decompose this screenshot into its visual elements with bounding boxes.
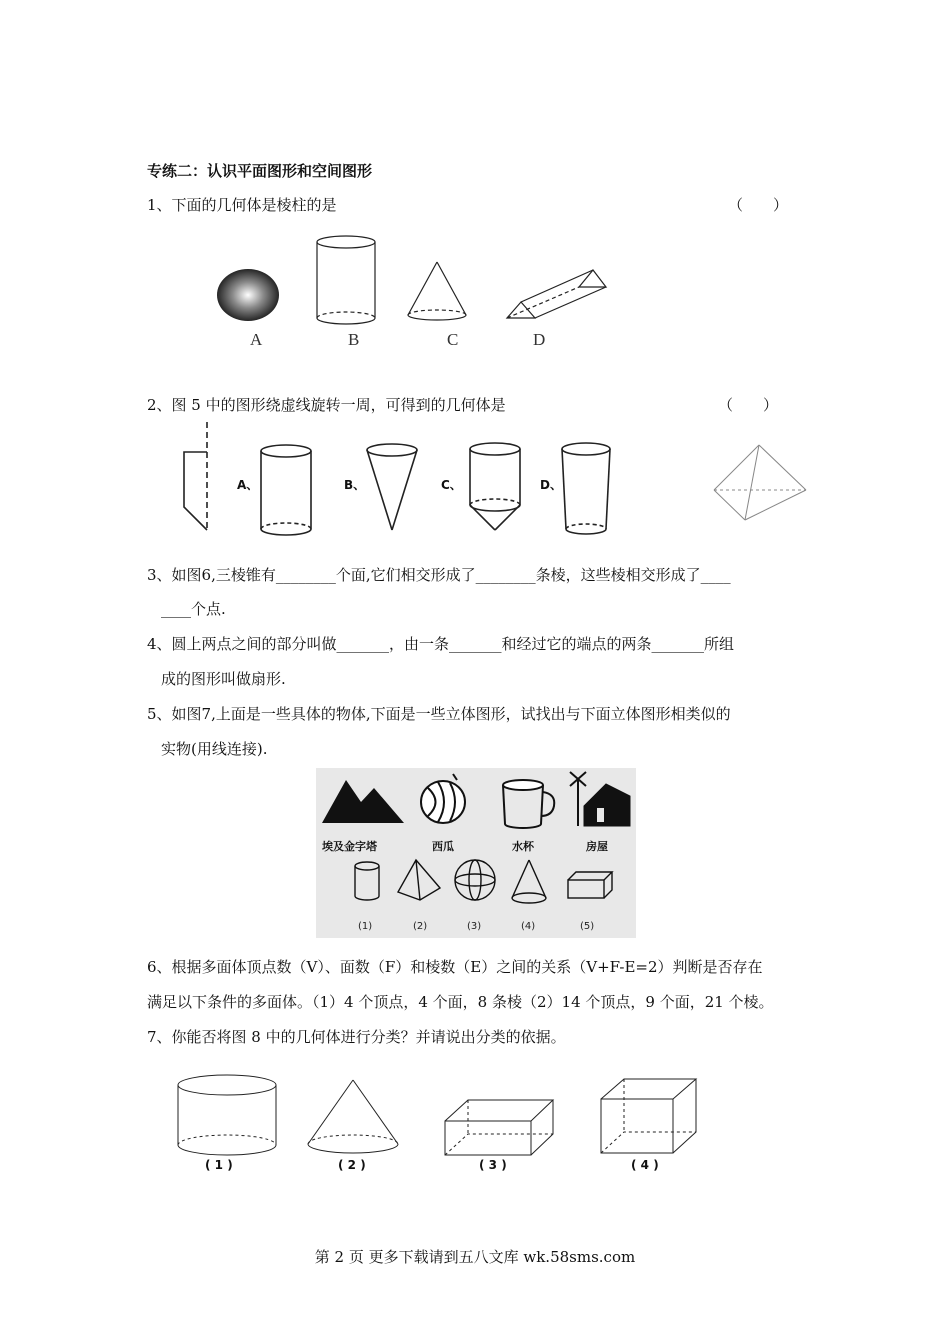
option-a-label: A bbox=[250, 330, 263, 349]
figure-8-label-4: ( 4 ) bbox=[631, 1158, 659, 1172]
question-3-line-2: ____个点. bbox=[161, 600, 226, 618]
figure-8-cuboid bbox=[445, 1100, 553, 1155]
question-5-line-2: 实物(用线连接). bbox=[161, 740, 268, 758]
shape-number-2: (2) bbox=[413, 921, 428, 932]
option-b-label: B、 bbox=[344, 478, 366, 492]
shape-number-1: (1) bbox=[358, 921, 373, 932]
figure-8-label-2: ( 2 ) bbox=[338, 1158, 366, 1172]
shape-number-5: (5) bbox=[580, 921, 595, 932]
question-7: 7、你能否将图 8 中的几何体进行分类？并请说出分类的依据。 bbox=[147, 1028, 566, 1046]
option-b-label: B bbox=[348, 330, 360, 349]
answer-parentheses-2: （ ） bbox=[718, 396, 779, 414]
figure-8-label-3: ( 3 ) bbox=[479, 1158, 507, 1172]
figure-8-label-1: ( 1 ) bbox=[205, 1158, 233, 1172]
question-6-line-1: 6、根据多面体顶点数（V）、面数（F）和棱数（E）之间的关系（V+F-E=2）判断是否存在 bbox=[147, 958, 763, 976]
option-c-label: C、 bbox=[441, 478, 462, 492]
figure-8-cube bbox=[601, 1079, 696, 1153]
question-5-line-1: 5、如图7,上面是一些具体的物体,下面是一些立体图形，试找出与下面立体图形相类似的 bbox=[147, 705, 731, 723]
object-label-watermelon: 西瓜 bbox=[432, 840, 454, 853]
object-label-pyramid: 埃及金字塔 bbox=[322, 840, 377, 853]
option-d-label: D bbox=[533, 330, 546, 349]
question-4-line-1: 4、圆上两点之间的部分叫做_______，由一条_______和经过它的端点的两条_______所组 bbox=[147, 635, 735, 653]
question-3-line-1: 3、如图6,三棱锥有________个面,它们相交形成了________条棱，这些棱相交形成了____ bbox=[147, 566, 731, 584]
option-c-label: C bbox=[447, 330, 459, 349]
question-2: 2、图 5 中的图形绕虚线旋转一周，可得到的几何体是 bbox=[147, 396, 506, 414]
shape-number-4: (4) bbox=[521, 921, 536, 932]
shape-number-3: (3) bbox=[467, 921, 482, 932]
option-a-label: A、 bbox=[237, 478, 259, 492]
question-4-line-2: 成的图形叫做扇形. bbox=[161, 670, 286, 688]
question-1: 1、下面的几何体是棱柱的是 bbox=[147, 196, 337, 214]
object-label-cup: 水杯 bbox=[512, 840, 534, 853]
section-title: 专练二：认识平面图形和空间图形 bbox=[147, 162, 373, 180]
page-footer: 第 2 页 更多下载请到五八文库 wk.58sms.com bbox=[314, 1248, 636, 1266]
figure-8-cylinder bbox=[178, 1075, 276, 1155]
object-label-house: 房屋 bbox=[586, 840, 608, 853]
option-d-label: D、 bbox=[540, 478, 562, 492]
question-6-line-2: 满足以下条件的多面体。（1）4 个顶点，4 个面，8 条棱（2）14 个顶点，9 个面，21 个棱。 bbox=[147, 993, 774, 1011]
figure-8-cone bbox=[308, 1080, 398, 1153]
answer-parentheses-1: （ ） bbox=[728, 196, 789, 214]
